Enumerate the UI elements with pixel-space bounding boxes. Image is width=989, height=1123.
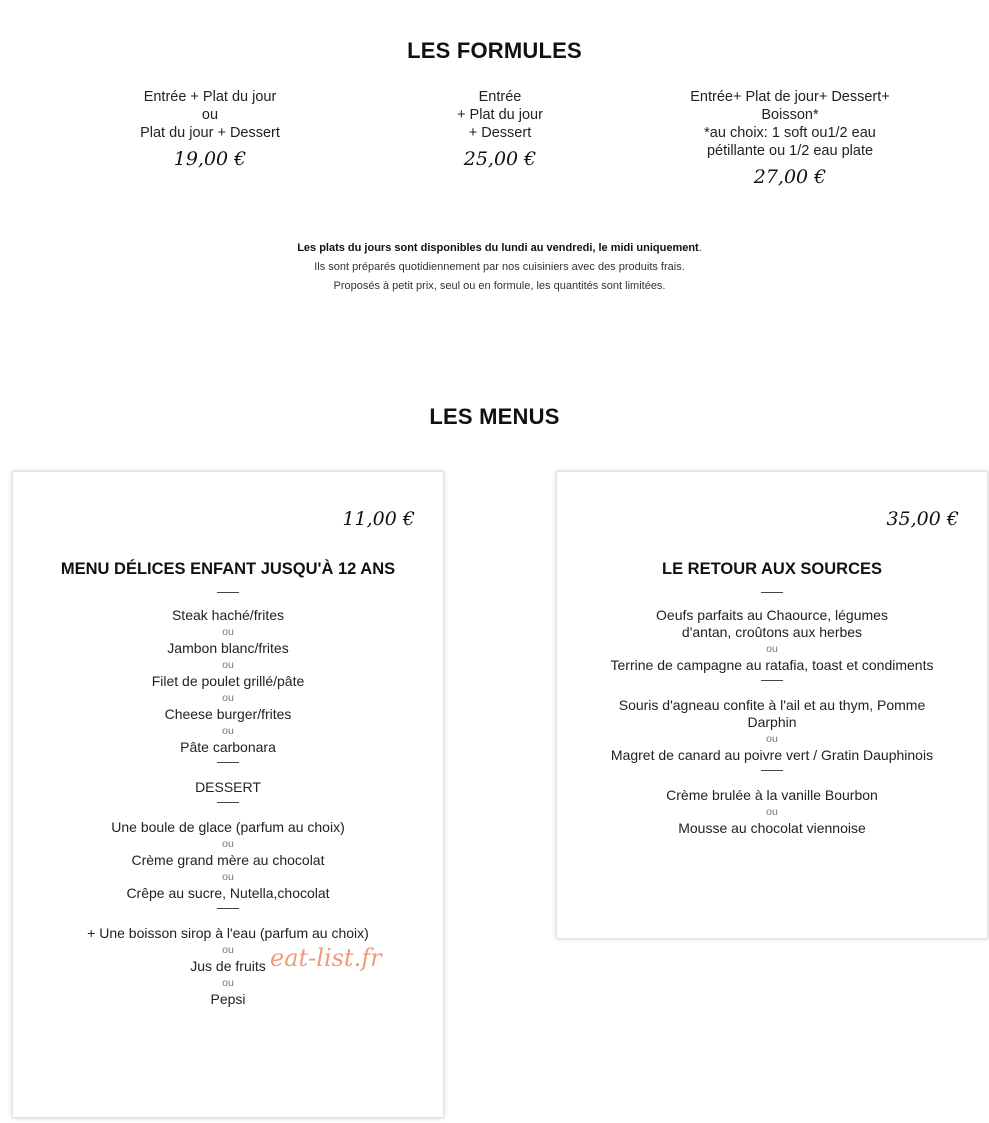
- ou-label: ou: [222, 977, 234, 989]
- formule-line: Entrée: [478, 89, 522, 105]
- formule-line: Boisson*: [761, 107, 819, 123]
- note-bold-text: Les plats du jours sont disponibles du lundi au vendredi, le midi uniquement: [297, 242, 699, 254]
- menu-item: Cheese burger/frites: [164, 706, 292, 722]
- menu-item: Jambon blanc/frites: [167, 640, 289, 656]
- separator: [217, 802, 239, 803]
- menu-item: Pepsi: [210, 991, 246, 1007]
- ou-label: ou: [222, 659, 234, 671]
- formule-line: pétillante ou 1/2 eau plate: [706, 143, 874, 159]
- formule-price: 27,00 €: [753, 166, 827, 188]
- formule-2: [400, 88, 600, 168]
- formule-line: + Dessert: [468, 125, 532, 141]
- watermark-logo: eat-list.fr: [270, 944, 382, 972]
- separator: [217, 762, 239, 763]
- ou-label: ou: [222, 944, 234, 956]
- menu-item: Mousse au chocolat viennoise: [678, 820, 866, 836]
- ou-label: ou: [766, 643, 778, 655]
- ou-label: ou: [222, 692, 234, 704]
- menu-price: 35,00 €: [886, 508, 959, 530]
- formule-line: *au choix: 1 soft ou1/2 eau: [704, 125, 876, 141]
- formule-3: [670, 88, 910, 186]
- ou-label: ou: [222, 626, 234, 638]
- menu-item: Terrine de campagne au ratafia, toast et condiments: [610, 657, 934, 673]
- menu-item: + Une boisson sirop à l'eau (parfum au choix): [87, 925, 369, 941]
- note-line-2: Ils sont préparés quotidiennement par nos cuisiniers avec des produits frais.: [314, 261, 685, 273]
- menu-card-enfant: [12, 471, 444, 1118]
- menu-item: Magret de canard au poivre vert / Gratin Dauphinois: [610, 747, 934, 763]
- menu-title: LE RETOUR AUX SOURCES: [661, 560, 883, 578]
- note-line-3: Proposés à petit prix, seul ou en formule, les quantités sont limitées.: [333, 280, 666, 292]
- separator: [761, 592, 783, 593]
- formule-price: 19,00 €: [173, 148, 247, 170]
- formules-note: [0, 239, 989, 296]
- menu-item: Pâte carbonara: [180, 739, 276, 755]
- menu-body: [557, 584, 987, 837]
- ou-label: ou: [222, 838, 234, 850]
- menu-item: Crème brulée à la vanille Bourbon: [666, 787, 878, 803]
- separator: [217, 592, 239, 593]
- formule-line: + Plat du jour: [457, 107, 543, 123]
- menu-title: MENU DÉLICES ENFANT JUSQU'À 12 ANS: [60, 560, 396, 578]
- dessert-label: DESSERT: [195, 779, 261, 795]
- menu-item: Souris d'agneau confite à l'ail et au thym, Pomme Darphin: [618, 697, 926, 730]
- formule-line: Plat du jour + Dessert: [140, 125, 280, 141]
- menu-item: Jus de fruits: [190, 958, 266, 974]
- formule-1: [110, 88, 310, 168]
- separator: [217, 908, 239, 909]
- note-period: .: [698, 242, 702, 254]
- note-line-1: [0, 239, 989, 258]
- menu-item: Une boule de glace (parfum au choix): [111, 819, 345, 835]
- menu-item: Crème grand mère au chocolat: [131, 852, 325, 868]
- menu-item: Crêpe au sucre, Nutella,chocolat: [126, 885, 330, 901]
- menus-title: LES MENUS: [429, 404, 560, 429]
- menu-item: Steak haché/frites: [171, 607, 285, 623]
- separator: [761, 770, 783, 771]
- formule-line: Entrée+ Plat de jour+ Dessert+: [690, 89, 890, 105]
- ou-label: ou: [222, 725, 234, 737]
- menu-price: 11,00 €: [342, 508, 415, 530]
- separator: [761, 680, 783, 681]
- menu-item: Filet de poulet grillé/pâte: [151, 673, 305, 689]
- ou-label: ou: [766, 806, 778, 818]
- formule-line: Entrée + Plat du jour: [143, 89, 277, 105]
- ou-label: ou: [766, 733, 778, 745]
- menu-item: Oeufs parfaits au Chaource, légumes d'antan, croûtons aux herbes: [656, 607, 888, 640]
- formules-title: LES FORMULES: [407, 38, 582, 63]
- formule-line: ou: [201, 107, 219, 123]
- ou-label: ou: [222, 871, 234, 883]
- formule-price: 25,00 €: [463, 148, 537, 170]
- menu-body: [13, 584, 443, 1008]
- menu-card-retour-aux-sources: [556, 471, 988, 939]
